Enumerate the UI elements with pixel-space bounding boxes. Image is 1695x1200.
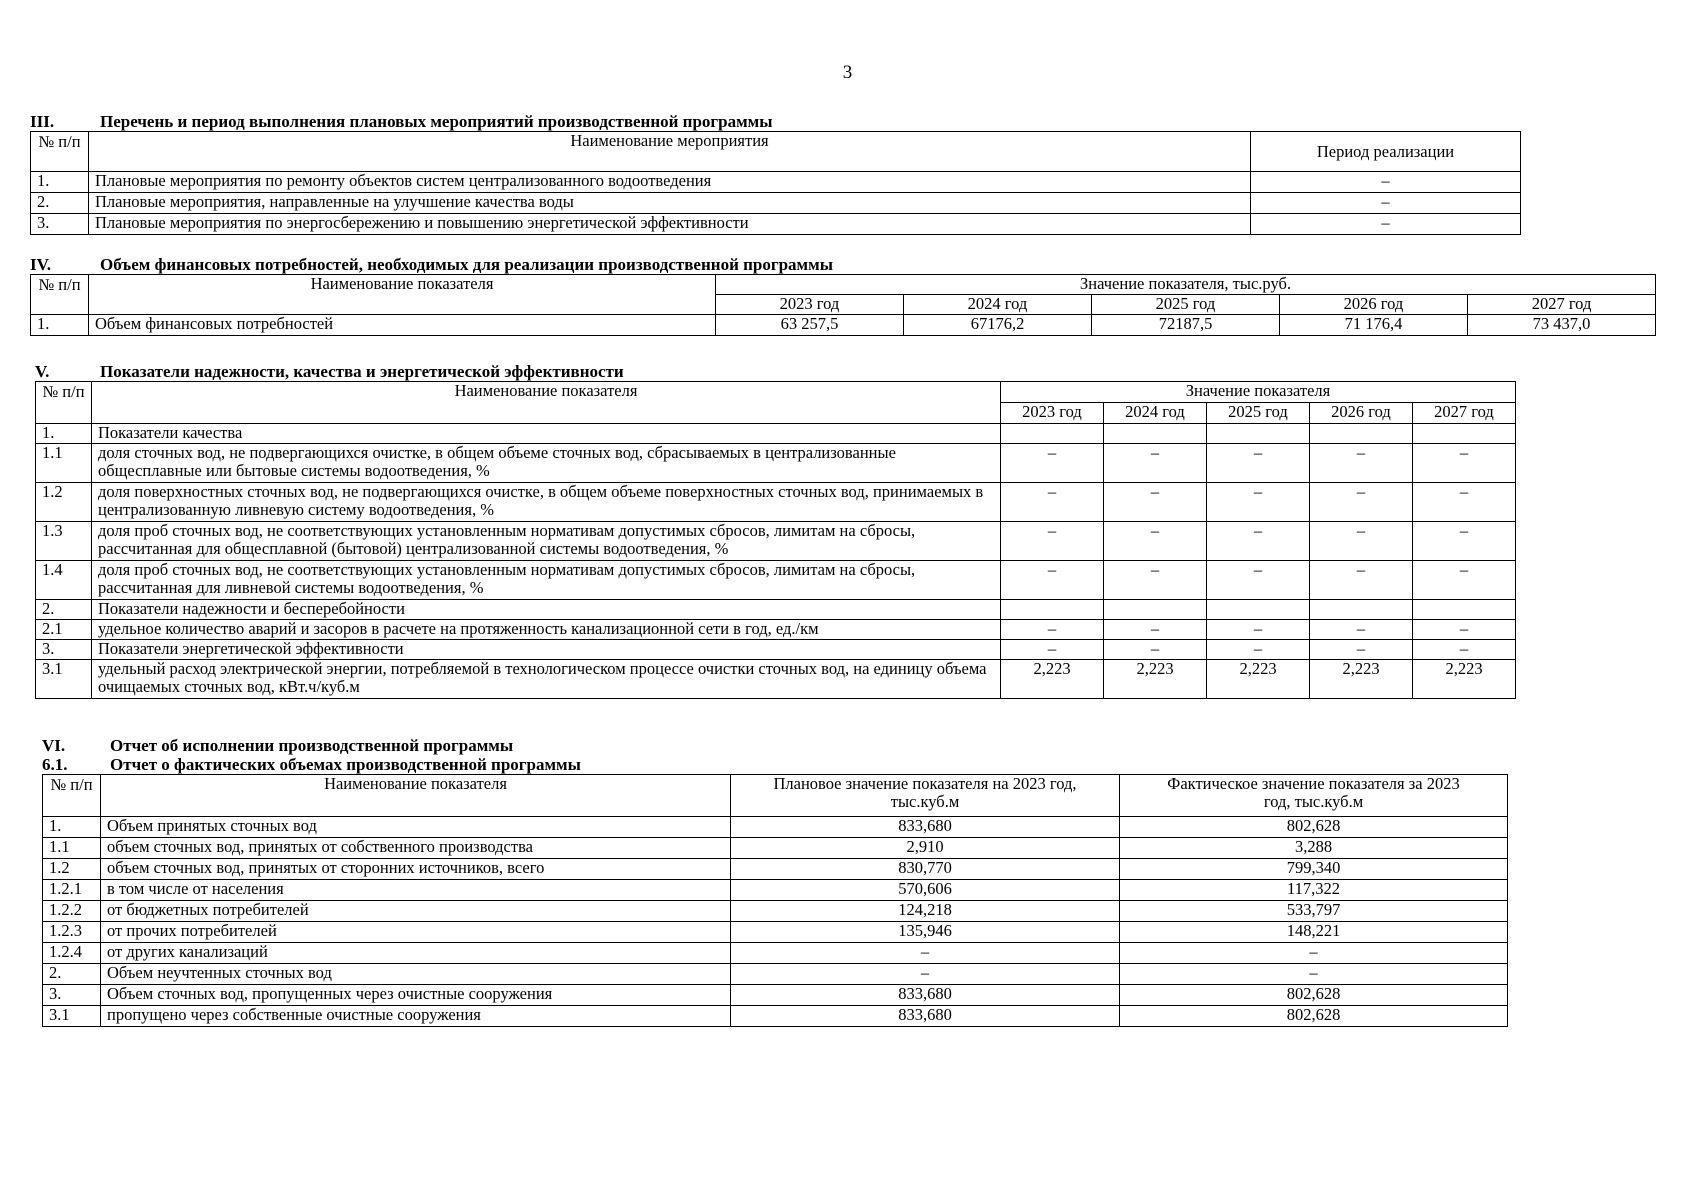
section-6-title-text: Отчет об исполнении производственной программы <box>110 736 514 755</box>
indicator-name: от прочих потребителей <box>101 922 731 943</box>
row-number: 1.4 <box>36 561 92 600</box>
col-number-header: № п/п <box>43 775 101 817</box>
indicator-name: Объем принятых сточных вод <box>101 817 731 838</box>
indicator-value: – <box>1310 561 1413 600</box>
plan-value: 833,680 <box>731 985 1120 1006</box>
indicator-value: 63 257,5 <box>716 315 904 336</box>
indicator-value <box>1413 600 1516 620</box>
section-5-number: V. <box>35 362 50 381</box>
indicator-name: от бюджетных потребителей <box>101 901 731 922</box>
year-header: 2023 год <box>1001 403 1104 424</box>
indicator-name: Объем финансовых потребностей <box>89 315 716 336</box>
activity-period: – <box>1251 193 1521 214</box>
year-header: 2026 год <box>1280 295 1468 315</box>
indicator-name: пропущено через собственные очистные сооружения <box>101 1006 731 1027</box>
fact-value: 148,221 <box>1120 922 1508 943</box>
year-header: 2027 год <box>1413 403 1516 424</box>
fact-value: 802,628 <box>1120 1006 1508 1027</box>
indicator-value <box>1001 600 1104 620</box>
section-6 <box>42 736 1508 1027</box>
indicator-value: – <box>1413 483 1516 522</box>
fact-value: 802,628 <box>1120 985 1508 1006</box>
fact-value: 117,322 <box>1120 880 1508 901</box>
indicator-value: – <box>1104 640 1207 660</box>
year-header: 2023 год <box>716 295 904 315</box>
indicator-value: – <box>1310 640 1413 660</box>
table-row <box>43 985 1508 1006</box>
table-row <box>43 943 1508 964</box>
indicator-value: – <box>1104 561 1207 600</box>
indicator-value: 73 437,0 <box>1468 315 1656 336</box>
table-row <box>31 315 1656 336</box>
indicator-value: – <box>1413 522 1516 561</box>
plan-value: 2,910 <box>731 838 1120 859</box>
table-row <box>43 964 1508 985</box>
row-number: 3. <box>43 985 101 1006</box>
row-number: 1.2 <box>36 483 92 522</box>
table-row <box>36 522 1516 561</box>
plan-value: – <box>731 943 1120 964</box>
indicator-value: – <box>1001 522 1104 561</box>
row-number: 1.2.4 <box>43 943 101 964</box>
table-row <box>43 880 1508 901</box>
plan-value: 124,218 <box>731 901 1120 922</box>
section-5-title <box>35 362 1516 381</box>
indicator-name: Объем сточных вод, пропущенных через очистные сооружения <box>101 985 731 1006</box>
indicator-value: – <box>1104 620 1207 640</box>
section-3-number: III. <box>30 112 55 131</box>
indicator-name: Показатели энергетической эффективности <box>92 640 1001 660</box>
table-row <box>36 660 1516 699</box>
activities-table <box>30 131 1521 235</box>
indicator-name: доля проб сточных вод, не соответствующих установленным нормативам допустимых сбросов, лимитам на сбросы, рассчитанная для общесплавной (бытовой) централизованной системы водоотведения, % <box>92 522 1001 561</box>
indicator-value: 2,223 <box>1104 660 1207 699</box>
indicator-name: удельный расход электрической энергии, потребляемой в технологическом процессе очистки сточных вод, на единицу объема очищаемых сточных вод, кВт.ч/куб.м <box>92 660 1001 699</box>
plan-value: 135,946 <box>731 922 1120 943</box>
indicator-value: 2,223 <box>1001 660 1104 699</box>
indicator-value: 71 176,4 <box>1280 315 1468 336</box>
indicator-value: – <box>1310 620 1413 640</box>
col-indicator-name-header: Наименование показателя <box>89 275 716 315</box>
indicator-value: – <box>1413 444 1516 483</box>
financial-needs-table-body <box>31 315 1656 336</box>
indicator-value: – <box>1001 444 1104 483</box>
section-4-number: IV. <box>30 255 51 274</box>
table-row <box>43 817 1508 838</box>
indicator-value: – <box>1104 444 1207 483</box>
activity-period: – <box>1251 172 1521 193</box>
table-row <box>36 444 1516 483</box>
section-4-title <box>30 255 1656 274</box>
indicator-value: – <box>1413 620 1516 640</box>
section-4 <box>30 255 1656 336</box>
fact-value: 799,340 <box>1120 859 1508 880</box>
col-period-header: Период реализации <box>1251 132 1521 172</box>
row-number: 1.2 <box>43 859 101 880</box>
year-header: 2025 год <box>1092 295 1280 315</box>
indicator-value <box>1104 424 1207 444</box>
col-value-header: Значение показателя, тыс.руб. <box>716 275 1656 295</box>
activity-name: Плановые мероприятия по энергосбережению и повышению энергетической эффективности <box>89 214 1251 235</box>
activity-name: Плановые мероприятия по ремонту объектов систем централизованного водоотведения <box>89 172 1251 193</box>
row-number: 1.2.1 <box>43 880 101 901</box>
indicator-value: 2,223 <box>1207 660 1310 699</box>
col-indicator-name-header: Наименование показателя <box>101 775 731 817</box>
fact-value: – <box>1120 943 1508 964</box>
indicator-name: доля проб сточных вод, не соответствующих установленным нормативам допустимых сбросов, лимитам на сбросы, рассчитанная для ливневой системы водоотведения, % <box>92 561 1001 600</box>
table-row <box>36 424 1516 444</box>
indicator-value: – <box>1310 522 1413 561</box>
plan-value: 833,680 <box>731 817 1120 838</box>
indicator-name: Объем неучтенных сточных вод <box>101 964 731 985</box>
row-number: 3.1 <box>43 1006 101 1027</box>
indicator-value <box>1207 600 1310 620</box>
indicator-name: в том числе от населения <box>101 880 731 901</box>
fact-value: 533,797 <box>1120 901 1508 922</box>
activity-period: – <box>1251 214 1521 235</box>
indicator-name: от других канализаций <box>101 943 731 964</box>
row-number: 2. <box>36 600 92 620</box>
row-number: 3. <box>36 640 92 660</box>
indicator-value <box>1104 600 1207 620</box>
plan-value: – <box>731 964 1120 985</box>
table-row <box>43 1006 1508 1027</box>
indicator-value: – <box>1001 620 1104 640</box>
row-number: 1.1 <box>36 444 92 483</box>
section-3-title-text: Перечень и период выполнения плановых мероприятий производственной программы <box>100 112 773 131</box>
indicator-name: доля сточных вод, не подвергающихся очистке, в общем объеме сточных вод, сбрасываемых в централизованные общесплавные или бытовые системы водоотведения, % <box>92 444 1001 483</box>
indicator-value: – <box>1413 561 1516 600</box>
reliability-indicators-table-body <box>36 424 1516 699</box>
financial-needs-table <box>30 274 1656 336</box>
indicator-value: – <box>1001 561 1104 600</box>
fact-value: – <box>1120 964 1508 985</box>
row-number: 2. <box>31 193 89 214</box>
indicator-value: – <box>1001 483 1104 522</box>
fact-value: 3,288 <box>1120 838 1508 859</box>
row-number: 3.1 <box>36 660 92 699</box>
row-number: 1. <box>31 315 89 336</box>
indicator-value: – <box>1310 444 1413 483</box>
actual-volumes-table <box>42 774 1508 1027</box>
indicator-value: – <box>1207 522 1310 561</box>
indicator-value: – <box>1001 640 1104 660</box>
reliability-indicators-table <box>35 381 1516 699</box>
table-row <box>43 859 1508 880</box>
indicator-value <box>1310 424 1413 444</box>
activity-name: Плановые мероприятия, направленные на улучшение качества воды <box>89 193 1251 214</box>
row-number: 2.1 <box>36 620 92 640</box>
section-4-title-text: Объем финансовых потребностей, необходимых для реализации производственной программы <box>100 255 833 274</box>
year-header: 2027 год <box>1468 295 1656 315</box>
col-number-header: № п/п <box>36 382 92 424</box>
table-row <box>36 620 1516 640</box>
year-header: 2026 год <box>1310 403 1413 424</box>
col-plan-header: Плановое значение показателя на 2023 год, тыс.куб.м <box>731 775 1120 817</box>
table-row <box>43 901 1508 922</box>
table-row <box>36 640 1516 660</box>
indicator-value: 2,223 <box>1413 660 1516 699</box>
row-number: 1. <box>31 172 89 193</box>
table-row <box>31 172 1521 193</box>
indicator-value <box>1413 424 1516 444</box>
plan-value: 833,680 <box>731 1006 1120 1027</box>
indicator-name: Показатели надежности и бесперебойности <box>92 600 1001 620</box>
row-number: 1.1 <box>43 838 101 859</box>
indicator-value: – <box>1310 483 1413 522</box>
table-row <box>43 922 1508 943</box>
year-header: 2024 год <box>1104 403 1207 424</box>
indicator-value: – <box>1207 620 1310 640</box>
row-number: 1.2.3 <box>43 922 101 943</box>
activities-table-body <box>31 172 1521 235</box>
row-number: 2. <box>43 964 101 985</box>
col-number-header: № п/п <box>31 275 89 315</box>
indicator-value: – <box>1207 640 1310 660</box>
row-number: 1.2.2 <box>43 901 101 922</box>
section-6-title <box>42 736 1508 755</box>
table-header-row <box>31 132 1521 172</box>
indicator-name: объем сточных вод, принятых от сторонних источников, всего <box>101 859 731 880</box>
indicator-value: – <box>1207 444 1310 483</box>
indicator-name: объем сточных вод, принятых от собственного производства <box>101 838 731 859</box>
indicator-value: 67176,2 <box>904 315 1092 336</box>
indicator-value <box>1310 600 1413 620</box>
table-header-row <box>36 382 1516 403</box>
year-header: 2025 год <box>1207 403 1310 424</box>
section-6-1-title <box>42 755 1508 774</box>
row-number: 1.3 <box>36 522 92 561</box>
section-6-1-title-text: Отчет о фактических объемах производственной программы <box>110 755 581 774</box>
row-number: 1. <box>43 817 101 838</box>
indicator-value <box>1207 424 1310 444</box>
table-header-row <box>31 275 1656 295</box>
actual-volumes-table-body <box>43 817 1508 1027</box>
col-fact-header: Фактическое значение показателя за 2023 год, тыс.куб.м <box>1120 775 1508 817</box>
indicator-value <box>1001 424 1104 444</box>
page-number: 3 <box>842 62 853 83</box>
table-row <box>36 561 1516 600</box>
section-5-title-text: Показатели надежности, качества и энергетической эффективности <box>100 362 624 381</box>
row-number: 3. <box>31 214 89 235</box>
year-header: 2024 год <box>904 295 1092 315</box>
indicator-value: – <box>1104 483 1207 522</box>
table-row <box>36 483 1516 522</box>
indicator-value: 72187,5 <box>1092 315 1280 336</box>
indicator-value: – <box>1104 522 1207 561</box>
indicator-name: Показатели качества <box>92 424 1001 444</box>
section-3-title <box>30 112 1521 131</box>
indicator-value: – <box>1207 483 1310 522</box>
table-row <box>31 214 1521 235</box>
indicator-name: доля поверхностных сточных вод, не подвергающихся очистке, в общем объеме поверхностных сточных вод, принимаемых в централизованную ливневую систему водоотведения, % <box>92 483 1001 522</box>
col-activity-name-header: Наименование мероприятия <box>89 132 1251 172</box>
table-row <box>36 600 1516 620</box>
plan-value: 830,770 <box>731 859 1120 880</box>
col-value-header: Значение показателя <box>1001 382 1516 403</box>
fact-value: 802,628 <box>1120 817 1508 838</box>
table-row <box>31 193 1521 214</box>
table-header-row <box>43 775 1508 817</box>
indicator-value: – <box>1413 640 1516 660</box>
section-3 <box>30 112 1521 235</box>
row-number: 1. <box>36 424 92 444</box>
col-number-header: № п/п <box>31 132 89 172</box>
indicator-name: удельное количество аварий и засоров в расчете на протяженность канализационной сети в год, ед./км <box>92 620 1001 640</box>
col-indicator-name-header: Наименование показателя <box>92 382 1001 424</box>
section-5 <box>35 362 1516 699</box>
indicator-value: 2,223 <box>1310 660 1413 699</box>
plan-value: 570,606 <box>731 880 1120 901</box>
section-6-1-number: 6.1. <box>42 755 68 774</box>
section-6-number: VI. <box>42 736 66 755</box>
indicator-value: – <box>1207 561 1310 600</box>
table-row <box>43 838 1508 859</box>
